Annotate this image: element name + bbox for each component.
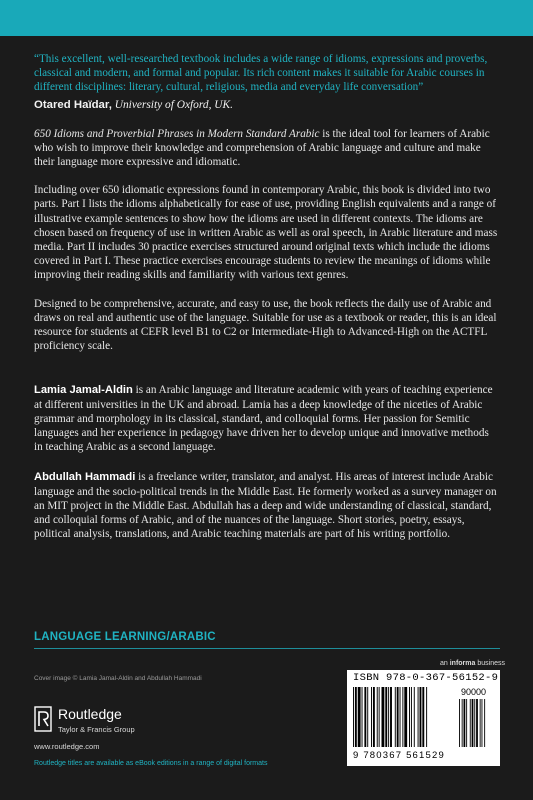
barcode-addon-bar xyxy=(464,699,466,747)
author-bio-1 xyxy=(34,383,500,454)
publisher-url[interactable]: www.routledge.com xyxy=(34,742,100,751)
routledge-logo xyxy=(34,704,154,740)
back-cover-text xyxy=(34,52,500,541)
barcode-bar xyxy=(388,687,389,747)
barcode-bar xyxy=(420,687,422,747)
endorsement-attribution xyxy=(34,99,500,111)
author-bio-2 xyxy=(34,470,500,541)
publisher-group: Taylor & Francis Group xyxy=(58,725,135,734)
barcode-addon-bar xyxy=(470,699,471,747)
barcode-bar xyxy=(422,687,424,747)
barcode-bar xyxy=(400,687,401,747)
barcode-addon-bar xyxy=(472,699,474,747)
barcode-bar xyxy=(362,687,363,747)
publisher-name: Routledge xyxy=(58,706,122,722)
barcode-addon-bar xyxy=(480,699,481,747)
barcode-addon-digits: 90000 xyxy=(461,687,487,697)
barcode-bar xyxy=(358,687,361,747)
author-name-1: Lamia Jamal-Aldin xyxy=(34,384,133,397)
barcode-bar xyxy=(355,687,357,747)
informa-prefix: an xyxy=(440,660,450,667)
barcode-bar xyxy=(382,687,385,747)
endorser-affiliation: University of Oxford, UK. xyxy=(114,98,233,111)
author-bio-text-2: is a freelance writer, translator, and analyst. His areas of interest include Arabic language and the socio-political trends in the Middle East. He formerly worked as a survey manager on an MIT project in the Middle East. Abdullah has a deep and wide understanding of classical, standard, and colloquial forms of Arabic, and of the nuances of the language. Short stories, poetry, essays, political analysis, translations, and Arabic teaching materials are part of his writing portfolio. xyxy=(34,471,497,541)
barcode-bar xyxy=(373,687,375,747)
book-title: 650 Idioms and Proverbial Phrases in Modern Standard Arabic xyxy=(34,127,320,140)
barcode-addon-bar xyxy=(459,699,460,747)
barcode-addon-bar xyxy=(484,699,485,747)
informa-brand: informa xyxy=(449,660,476,667)
barcode-addon-bar xyxy=(476,699,478,747)
routledge-r-icon xyxy=(34,706,52,732)
informa-business-label xyxy=(440,660,505,667)
barcode-bar xyxy=(364,687,366,747)
barcode-bar xyxy=(411,687,412,747)
author-bio-text-1: is an Arabic language and literature academic with years of teaching experience at different universities in the UK and abroad. Lamia has a deep knowledge of the niceties of Arabic grammar and morphology in its classical, standard, and colloquial forms. Her passion for Semitic languages and her experience in pedagogy have driven her to develop unique and innovative methods in teaching Arabic as a second language. xyxy=(34,384,493,454)
author-name-2: Abdullah Hammadi xyxy=(34,471,136,484)
barcode-bar xyxy=(409,687,410,747)
barcode-bar xyxy=(377,687,378,747)
barcode-bar xyxy=(402,687,403,747)
description-paragraph-1-text: is the ideal tool for learners of Arabic who wish to improve their knowledge and comprehension of Arabic language and culture and make their language more expressive and idiomatic. xyxy=(34,127,490,169)
endorsement-quote: “This excellent, well-researched textbook includes a wide range of idioms, expressions and proverbs, classical and modern, and formal and popular. Its rich content makes it suitable for Arabic courses in different disciplines: literary, cultural, religious, media and everyday life conversation” xyxy=(34,53,488,94)
barcode-bar xyxy=(418,687,419,747)
description-paragraph-1 xyxy=(34,127,500,170)
barcode-bar xyxy=(390,687,392,747)
isbn-label: ISBN 978-0-367-56152-9 xyxy=(353,672,499,684)
barcode-bar xyxy=(426,687,427,747)
barcode-bar xyxy=(397,687,399,747)
description-paragraph-3: Designed to be comprehensive, accurate, and easy to use, the book reflects the daily use of Arabic and draws on real and authentic use of the language. Suitable for use as a textbook or reader, this is an ideal resource for students at CEFR level B1 to C2 or Intermediate-High to Advanced-High on the ACTFL proficiency scale. xyxy=(34,297,497,353)
ebook-note: Routledge titles are available as eBook editions in a range of digital formats xyxy=(34,760,268,767)
barcode-addon-bar xyxy=(482,699,483,747)
endorser-name: Otared Haïdar, xyxy=(34,98,112,111)
description-paragraph-2: Including over 650 idiomatic expressions found in contemporary Arabic, this book is divided into two parts. Part I lists the idioms alphabetically for ease of use, providing English equivalents and a range of illustrative example sentences to show how the idioms are used in different contexts. The idioms are chosen based on frequency of use in written Arabic as well as oral speech, in Arabic literature and mass media. Part II includes 30 practice exercises structured around original texts which include the idioms covered in Part I. These practice exercises encourage students to review the meanings of idioms while improving their reading skills and familiarity with various text genres. xyxy=(34,184,498,282)
barcode-bar xyxy=(379,687,380,747)
barcode-addon-bar xyxy=(466,699,467,747)
barcode-bar xyxy=(404,687,407,747)
barcode-bar xyxy=(395,687,396,747)
barcode-bar xyxy=(371,687,372,747)
subject-category: LANGUAGE LEARNING/ARABIC xyxy=(34,631,216,643)
isbn-barcode xyxy=(347,670,500,766)
informa-suffix: business xyxy=(475,660,505,667)
barcode-digits: 9 780367 561529 xyxy=(353,750,445,761)
cover-image-credit: Cover image © Lamia Jamal-Aldin and Abdullah Hammadi xyxy=(34,675,202,682)
barcode-bar xyxy=(367,687,368,747)
barcode-bars xyxy=(353,687,494,749)
barcode-addon-bar xyxy=(462,699,463,747)
divider xyxy=(34,648,500,649)
barcode-bar xyxy=(353,687,354,747)
top-color-band xyxy=(0,0,533,36)
barcode-bar xyxy=(385,687,387,747)
barcode-addon-bar xyxy=(474,699,475,747)
barcode-bar xyxy=(414,687,415,747)
